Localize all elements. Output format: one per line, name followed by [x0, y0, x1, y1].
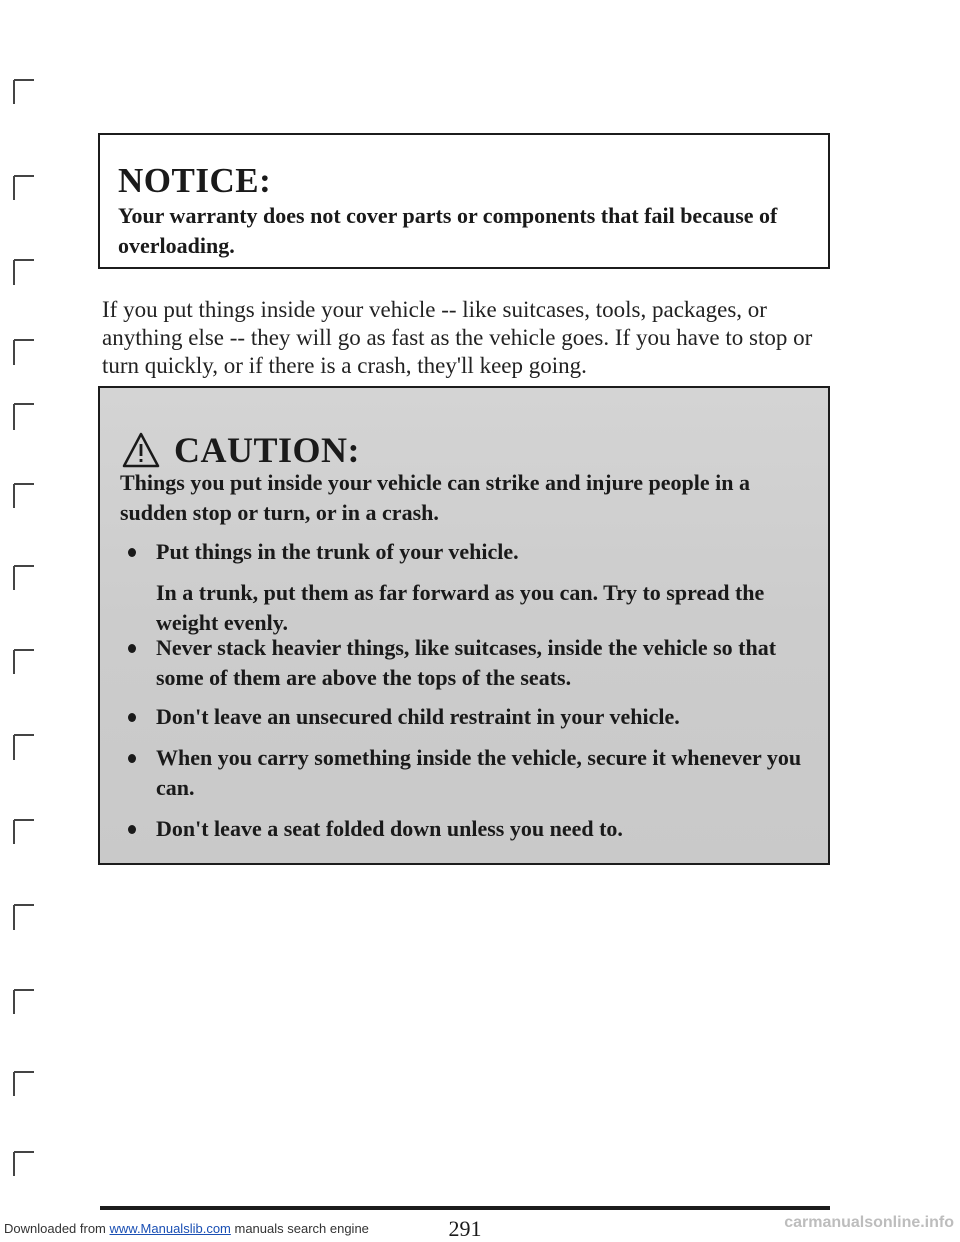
download-note	[4, 1221, 369, 1236]
caution-intro: Things you put inside your vehicle can strike and injure people in a sudden stop or turn, or in a crash.	[120, 470, 750, 525]
bullet-text: Never stack heavier things, like suitcases, inside the vehicle so that some of them are above the tops of the seats.	[156, 635, 777, 690]
download-prefix: Downloaded from	[4, 1221, 110, 1236]
footer-rule	[100, 1206, 830, 1210]
notice-text: Your warranty does not cover parts or components that fail because of overloading.	[118, 203, 778, 258]
download-suffix: manuals search engine	[230, 1221, 369, 1236]
body-paragraph: If you put things inside your vehicle -- like suitcases, tools, packages, or anything else -- they will go as fast as the vehicle goes. If you have to stop or turn quickly, or if there is a crash, they'll keep going.	[102, 297, 813, 378]
caution-title: CAUTION:	[174, 430, 361, 470]
bullet-icon	[128, 644, 136, 653]
manualslib-link[interactable]: www.Manualslib.com	[109, 1221, 231, 1236]
notice-title: NOTICE:	[118, 161, 272, 200]
bullet-text: Don't leave an unsecured child restraint in your vehicle.	[156, 704, 680, 729]
margin-tab-marks	[0, 0, 60, 1242]
caution-header	[122, 428, 360, 472]
bullet-icon	[128, 825, 136, 834]
bullet-text: When you carry something inside the vehicle, secure it whenever you can.	[156, 745, 802, 800]
caution-box	[98, 386, 830, 865]
site-watermark: carmanualsonline.info	[784, 1214, 954, 1231]
bullet-icon	[128, 754, 136, 763]
notice-box	[98, 133, 830, 269]
bullet-subtext: In a trunk, put them as far forward as you can. Try to spread the weight evenly.	[156, 580, 765, 635]
bullet-icon	[128, 548, 136, 557]
bullet-icon	[128, 713, 136, 722]
bullet-text: Don't leave a seat folded down unless you need to.	[156, 816, 623, 841]
bullet-text: Put things in the trunk of your vehicle.	[156, 539, 519, 564]
warning-triangle-icon	[122, 432, 160, 468]
page-number: 291	[448, 1216, 482, 1241]
